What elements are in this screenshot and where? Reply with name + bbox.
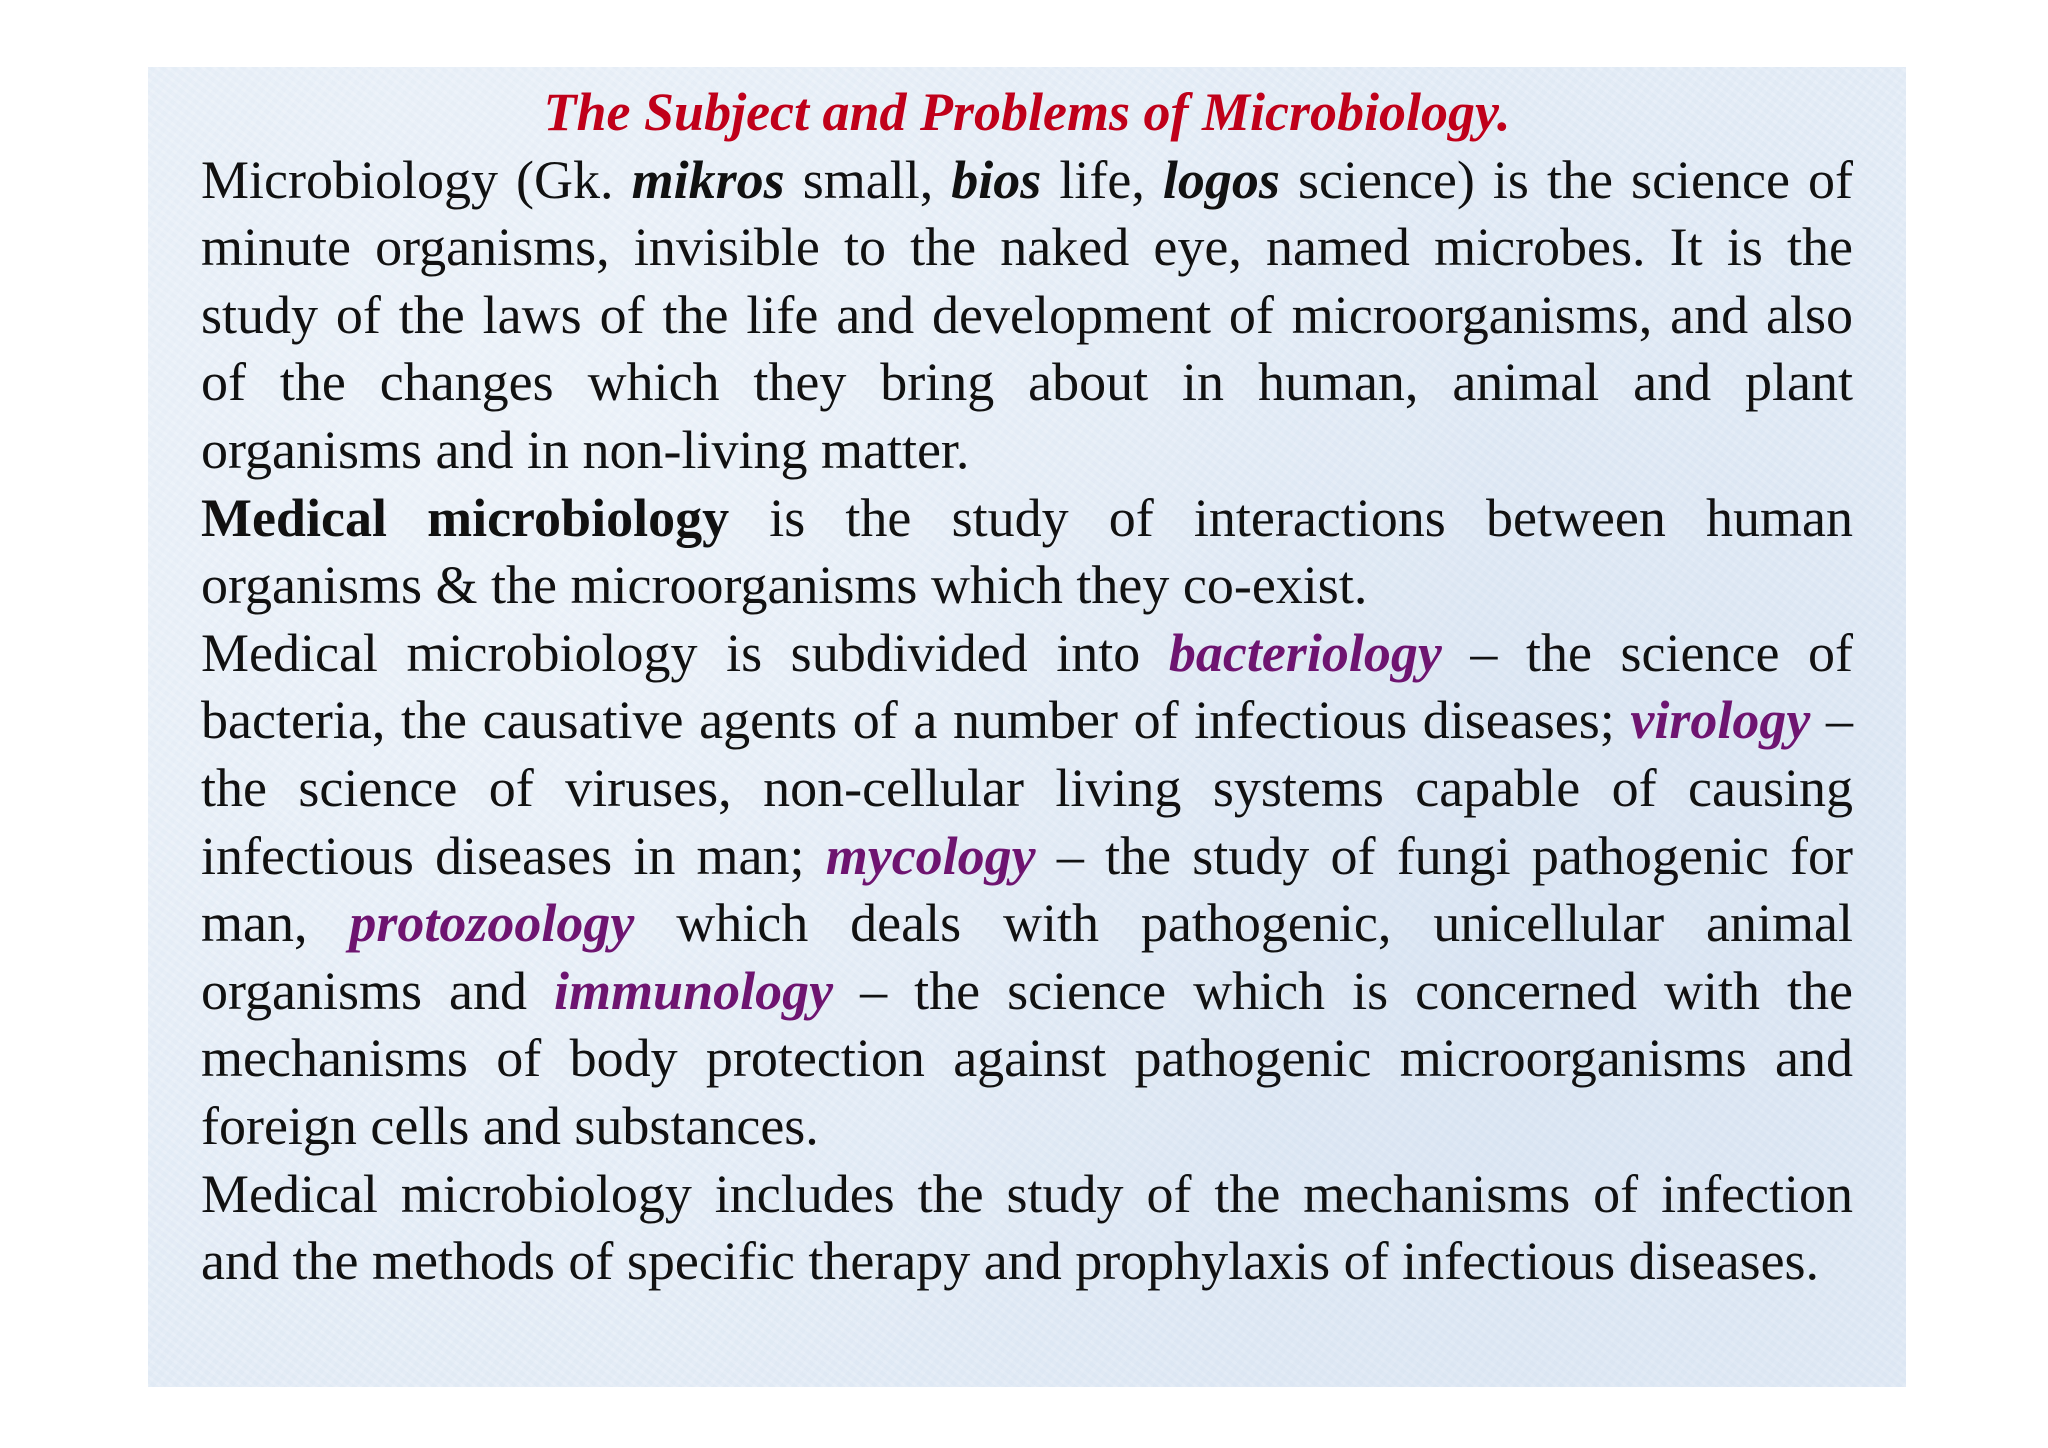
text-segment: – the science of viruses, non-cellular living systems capable of causing infectious diseases in man;: [201, 690, 1854, 886]
greek-word-bios: bios: [951, 149, 1042, 210]
term-bacteriology: bacteriology: [1168, 622, 1442, 683]
text-segment: which deals with pathogenic, unicellular animal organisms and: [201, 893, 1853, 1021]
slide-background: [148, 67, 1906, 1387]
greek-word-mikros: mikros: [631, 149, 785, 210]
text-segment: Medical microbiology is subdivided into: [201, 622, 1169, 683]
paragraph-infection-therapy: Medical microbiology includes the study of the mechanisms of infection and the methods of specific therapy and prophylaxis of infectious diseases.: [201, 1163, 1853, 1292]
slide-content: [201, 79, 1853, 1296]
text-segment: – the study of fungi pathogenic for man,: [201, 825, 1853, 954]
text-segment: science) is the science of minute organisms, invisible to the naked eye, named microbes. It is the study of the laws of the life and development of microorganisms, and also of the changes which they bring about in human, animal and plant organisms and in non-living matter.: [201, 149, 1853, 480]
term-protozoology: protozoology: [349, 893, 635, 954]
text-segment: life,: [1041, 149, 1163, 210]
term-virology: virology: [1630, 690, 1811, 751]
text-segment: small,: [784, 149, 952, 210]
bold-term-medical-microbiology: Medical microbiology: [201, 487, 730, 548]
text-segment: is the study of interactions between human organisms & the microorganisms which they co-exist.: [201, 487, 1853, 616]
greek-word-logos: logos: [1162, 149, 1280, 210]
text-segment: Microbiology (Gk.: [201, 149, 632, 210]
text-segment: – the science which is concerned with the mechanisms of body protection against pathogenic microorganisms and foreign cells and substances.: [201, 960, 1854, 1156]
paragraph-medical-microbiology: [201, 485, 1853, 620]
page-title: The Subject and Problems of Microbiology.: [543, 82, 1511, 142]
paragraph-subdivisions: [201, 620, 1853, 1161]
text-segment: – the science of bacteria, the causative agents of a number of infectious diseases;: [201, 622, 1853, 751]
paragraph-definition: [201, 147, 1853, 485]
term-mycology: mycology: [825, 825, 1036, 886]
term-immunology: immunology: [554, 960, 834, 1021]
